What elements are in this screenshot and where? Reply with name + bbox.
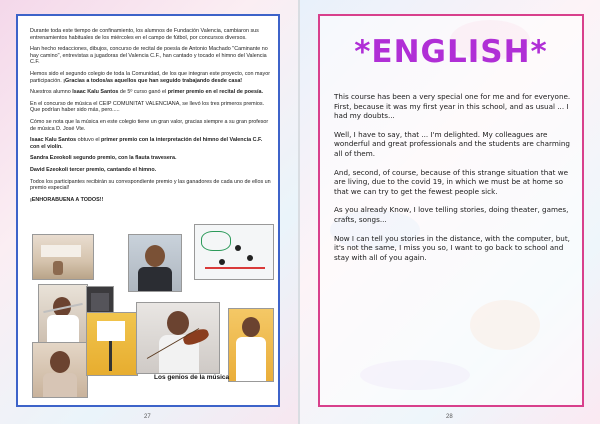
text-run: primer premio en el recital de poesía.: [167, 89, 263, 96]
left-paragraph: [30, 179, 272, 192]
right-paragraph: Well, I have to say, that ... I'm delighted. My colleagues are wonderful and great professionals and the students are charming all of them.: [334, 129, 570, 158]
text-run: Han hecho redacciones, dibujos, concurso de recital de poesía de Antonio Machado "Caminante no hay camino", entrevistas a jugadoras del Valencia C.F., han cantado y tocado el himno del Valencia C.F.: [30, 46, 268, 66]
left-paragraph: [30, 137, 272, 150]
text-run: Sandra Ezeokoli segundo premio, con la flauta travesera.: [30, 155, 177, 162]
left-paragraph: [30, 28, 272, 41]
text-run: Todos los participantes recibirán su correspondiente premio y las ganadores de cada uno de ellos un premio especial!: [30, 178, 271, 192]
photo-drawing: [194, 224, 274, 280]
left-paragraph: [30, 89, 272, 96]
text-run: ¡ENHORABUENA A TODOS!!: [30, 196, 104, 203]
text-run: David Ezeokoli tercer premio, cantando el himno.: [30, 166, 157, 173]
photo-violinist: [136, 302, 220, 374]
text-run: Isaac Kalu Santos: [30, 137, 77, 144]
left-paragraph: [30, 119, 272, 132]
right-paragraph: As you already Know, I love telling stories, doing theater, games, crafts, songs...: [334, 205, 569, 224]
left-page-text: [30, 28, 272, 208]
right-page: [300, 0, 600, 424]
left-paragraph: [30, 101, 272, 114]
right-paragraph: And, second, of course, because of this strange situation that we are living, due to the covid 19, in which we must be at home so that we can try to get the fewest people sick.: [334, 167, 569, 196]
photo-girl-orange: [228, 308, 274, 382]
text-run: Isaac Kalu Santos: [72, 89, 119, 96]
left-page-frame: [16, 14, 280, 407]
text-run: Durante toda este tiempo de confinamiento, los alumnos de Fundación Valencia, cambiaron sus entrenamientos habituales de los miércoles en el campo de fútbol, por concursos diversos.: [30, 28, 259, 41]
page-number-left: 27: [144, 414, 151, 420]
page-title: *ENGLISH*: [354, 34, 548, 70]
text-run: ¡Gracias a todos/as aquellos que han seguido trabajando desde casa!: [63, 77, 243, 84]
right-page-text: [334, 92, 574, 271]
text-run: En el concurso de música el CEIP COMUNITAT VALENCIANA, se llevó los tres primeros premios. Que podrían haber sido más, pero.....: [30, 100, 265, 114]
text-run: Hemos sido el segundo colegio de toda la Comunidad, de los que integran este proyecto, con mayor participación.: [30, 70, 271, 84]
text-run: obtuvo el: [76, 137, 102, 144]
text-run: primer premio con la interpretación del himno del Valencia C.F. con el violín.: [30, 137, 263, 150]
page-number-right: 28: [446, 414, 453, 420]
left-paragraph: [30, 46, 272, 66]
left-paragraph: [30, 155, 272, 162]
left-paragraph: [30, 167, 272, 174]
photo-classroom: [32, 234, 94, 280]
photo-music-stand: [86, 312, 138, 376]
left-paragraph: [30, 197, 272, 204]
text-run: de 5º curso ganó el: [118, 89, 168, 96]
photo-flute-girl: [38, 284, 88, 344]
photo-caption: Los genios de la música: [154, 374, 230, 381]
right-page-frame: [318, 14, 584, 407]
right-paragraph: Now I can tell you stories in the distance, with the computer, but, it's not the same, I miss you so, I want to go back to school and stay with all of you again.: [334, 233, 570, 262]
left-paragraph: [30, 71, 272, 84]
photo-boy-headphones: [128, 234, 182, 292]
text-run: Cómo se nota que la música en este colegio tiene un gran valor, gracias siempre a su gran profesor de música D. José Vte.: [30, 118, 269, 132]
photo-singer: [32, 342, 88, 398]
text-run: Nuestros alumno: [30, 89, 73, 96]
right-paragraph: This course has been a very special one for me and for everyone. First, because it was my first year in this school, and as usual ... I had my doubts...: [334, 92, 571, 121]
